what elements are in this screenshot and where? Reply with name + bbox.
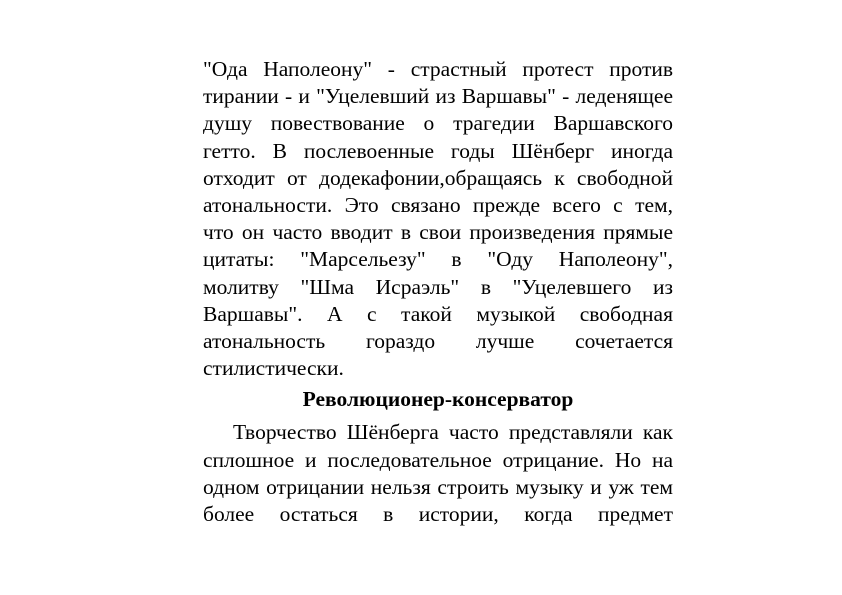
text-line-first: Творчество Шёнберга часто представляли как [233,420,673,445]
text-line: молитву "Шма Исраэль" в "Уцелевшего из [203,274,673,299]
text-line: тирании - и "Уцелевший из Варшавы" - леденящее [203,84,673,109]
text-line: Варшавы". А с такой музыкой свободная [203,301,673,326]
text-line: сплошное и последовательное отрицание. Но на [203,447,673,472]
paragraph-1 [203,56,673,382]
text-column [203,56,673,528]
section-heading: Революционер-консерватор [302,387,574,412]
text-line: отходит от додекафонии,обращаясь к свободной [203,165,673,190]
text-line: что он часто вводит в свои произведения прямые [203,220,673,245]
text-line: гетто. В послевоенные годы Шёнберг иногда [203,138,673,163]
paragraph-2 [203,419,673,528]
text-line: "Ода Наполеону" - страстный протест против [203,57,673,81]
text-line: атональности. Это связано прежде всего с тем, [203,192,673,217]
text-line: душу повествование о трагедии Варшавского [203,111,673,136]
text-line: одном отрицании нельзя строить музыку и уж тем [203,474,673,499]
text-line: атональность гораздо лучше сочетается [203,328,673,353]
text-line: цитаты: "Марсельезу" в "Оду Наполеону", [203,247,673,272]
text-line: более остаться в истории, когда предмет [203,502,673,526]
text-line-last: стилистически. [203,356,344,381]
